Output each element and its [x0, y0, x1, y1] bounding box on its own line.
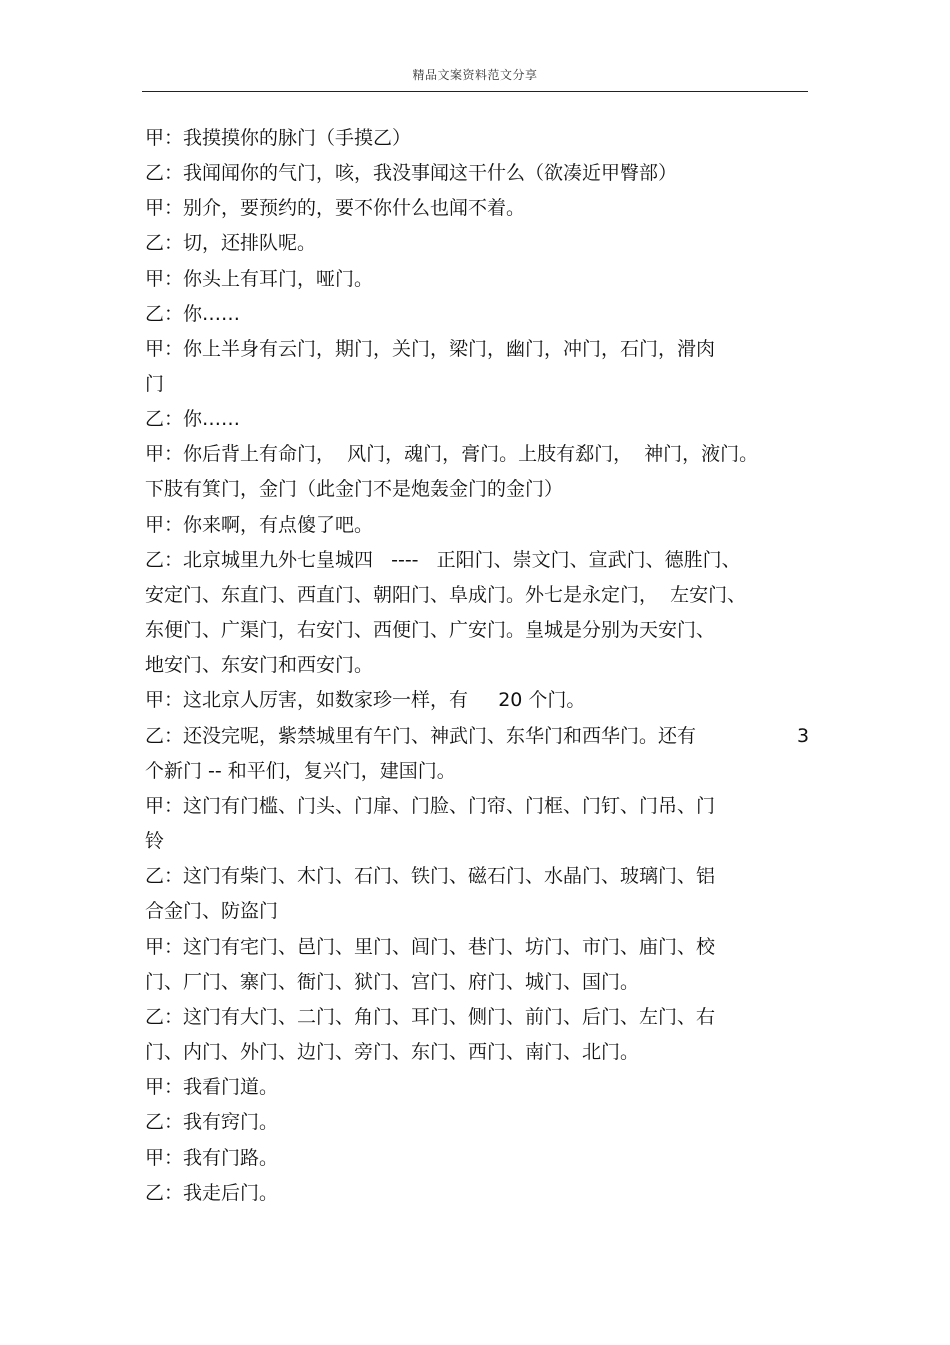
dialogue-line: 合金门、防盗门: [145, 900, 279, 922]
dialogue-line: 甲：这门有门槛、门头、门扉、门脸、门帘、门框、门钉、门吊、门: [145, 795, 716, 817]
dialogue-line: 乙：你……: [145, 303, 241, 325]
dialogue-line: 甲：别介，要预约的，要不你什么也闻不着。: [145, 197, 526, 219]
dialogue-line: 乙：切，还排队呢。: [145, 232, 317, 254]
dialogue-line: 乙：你……: [145, 408, 241, 430]
dialogue-line: 乙：这门有柴门、木门、石门、铁门、磁石门、水晶门、玻璃门、铝: [145, 865, 716, 887]
page-header: 精品文案资料范文分享: [412, 68, 538, 82]
dialogue-line: 门、内门、外门、边门、旁门、东门、西门、南门、北门。: [145, 1041, 640, 1063]
dialogue-line: 甲：你头上有耳门，哑门。: [145, 268, 374, 290]
dialogue-line: 乙：北京城里九外七皇城四 ---- 正阳门、崇文门、宣武门、德胜门、: [145, 549, 741, 571]
dialogue-line-suffix: 3: [797, 725, 810, 747]
dialogue-line: 铃: [145, 830, 165, 852]
dialogue-line: 个新门 -- 和平们，复兴门，建国门。: [145, 760, 456, 782]
dialogue-line: 甲：这北京人厉害，如数家珍一样，有 20 个门。: [145, 689, 586, 711]
dialogue-line: 甲：我看门道。: [145, 1076, 279, 1098]
dialogue-line: 甲：这门有宅门、邑门、里门、闾门、巷门、坊门、市门、庙门、校: [145, 936, 716, 958]
dialogue-line: 门: [145, 373, 165, 395]
dialogue-line: 甲：你上半身有云门，期门，关门，梁门，幽门，冲门，石门，滑肉: [145, 338, 716, 360]
dialogue-line: 乙：还没完呢，紫禁城里有午门、神武门、东华门和西华门。还有: [145, 725, 697, 747]
dialogue-line: 安定门、东直门、西直门、朝阳门、阜成门。外七是永定门， 左安门、: [145, 584, 747, 606]
dialogue-line: 甲：我有门路。: [145, 1147, 279, 1169]
dialogue-line: 乙：我有窍门。: [145, 1111, 279, 1133]
dialogue-line: 乙：我闻闻你的气门，咳，我没事闻这干什么（欲凑近甲臀部）: [145, 162, 678, 184]
header-divider: [142, 91, 808, 92]
dialogue-line: 门、厂门、寨门、衙门、狱门、宫门、府门、城门、国门。: [145, 971, 640, 993]
dialogue-line: 乙：这门有大门、二门、角门、耳门、侧门、前门、后门、左门、右: [145, 1006, 716, 1028]
dialogue-line: 甲：我摸摸你的脉门（手摸乙）: [145, 127, 412, 149]
dialogue-line: 甲：你来啊，有点傻了吧。: [145, 514, 374, 536]
dialogue-line: 甲：你后背上有命门， 风门，魂门，膏门。上肢有郄门， 神门，液门。: [145, 443, 759, 465]
dialogue-line: 下肢有箕门，金门（此金门不是炮轰金门的金门）: [145, 478, 564, 500]
dialogue-line: 乙：我走后门。: [145, 1182, 279, 1204]
dialogue-line: 东便门、广渠门，右安门、西便门、广安门。皇城是分别为天安门、: [145, 619, 716, 641]
dialogue-line: 地安门、东安门和西安门。: [145, 654, 374, 676]
